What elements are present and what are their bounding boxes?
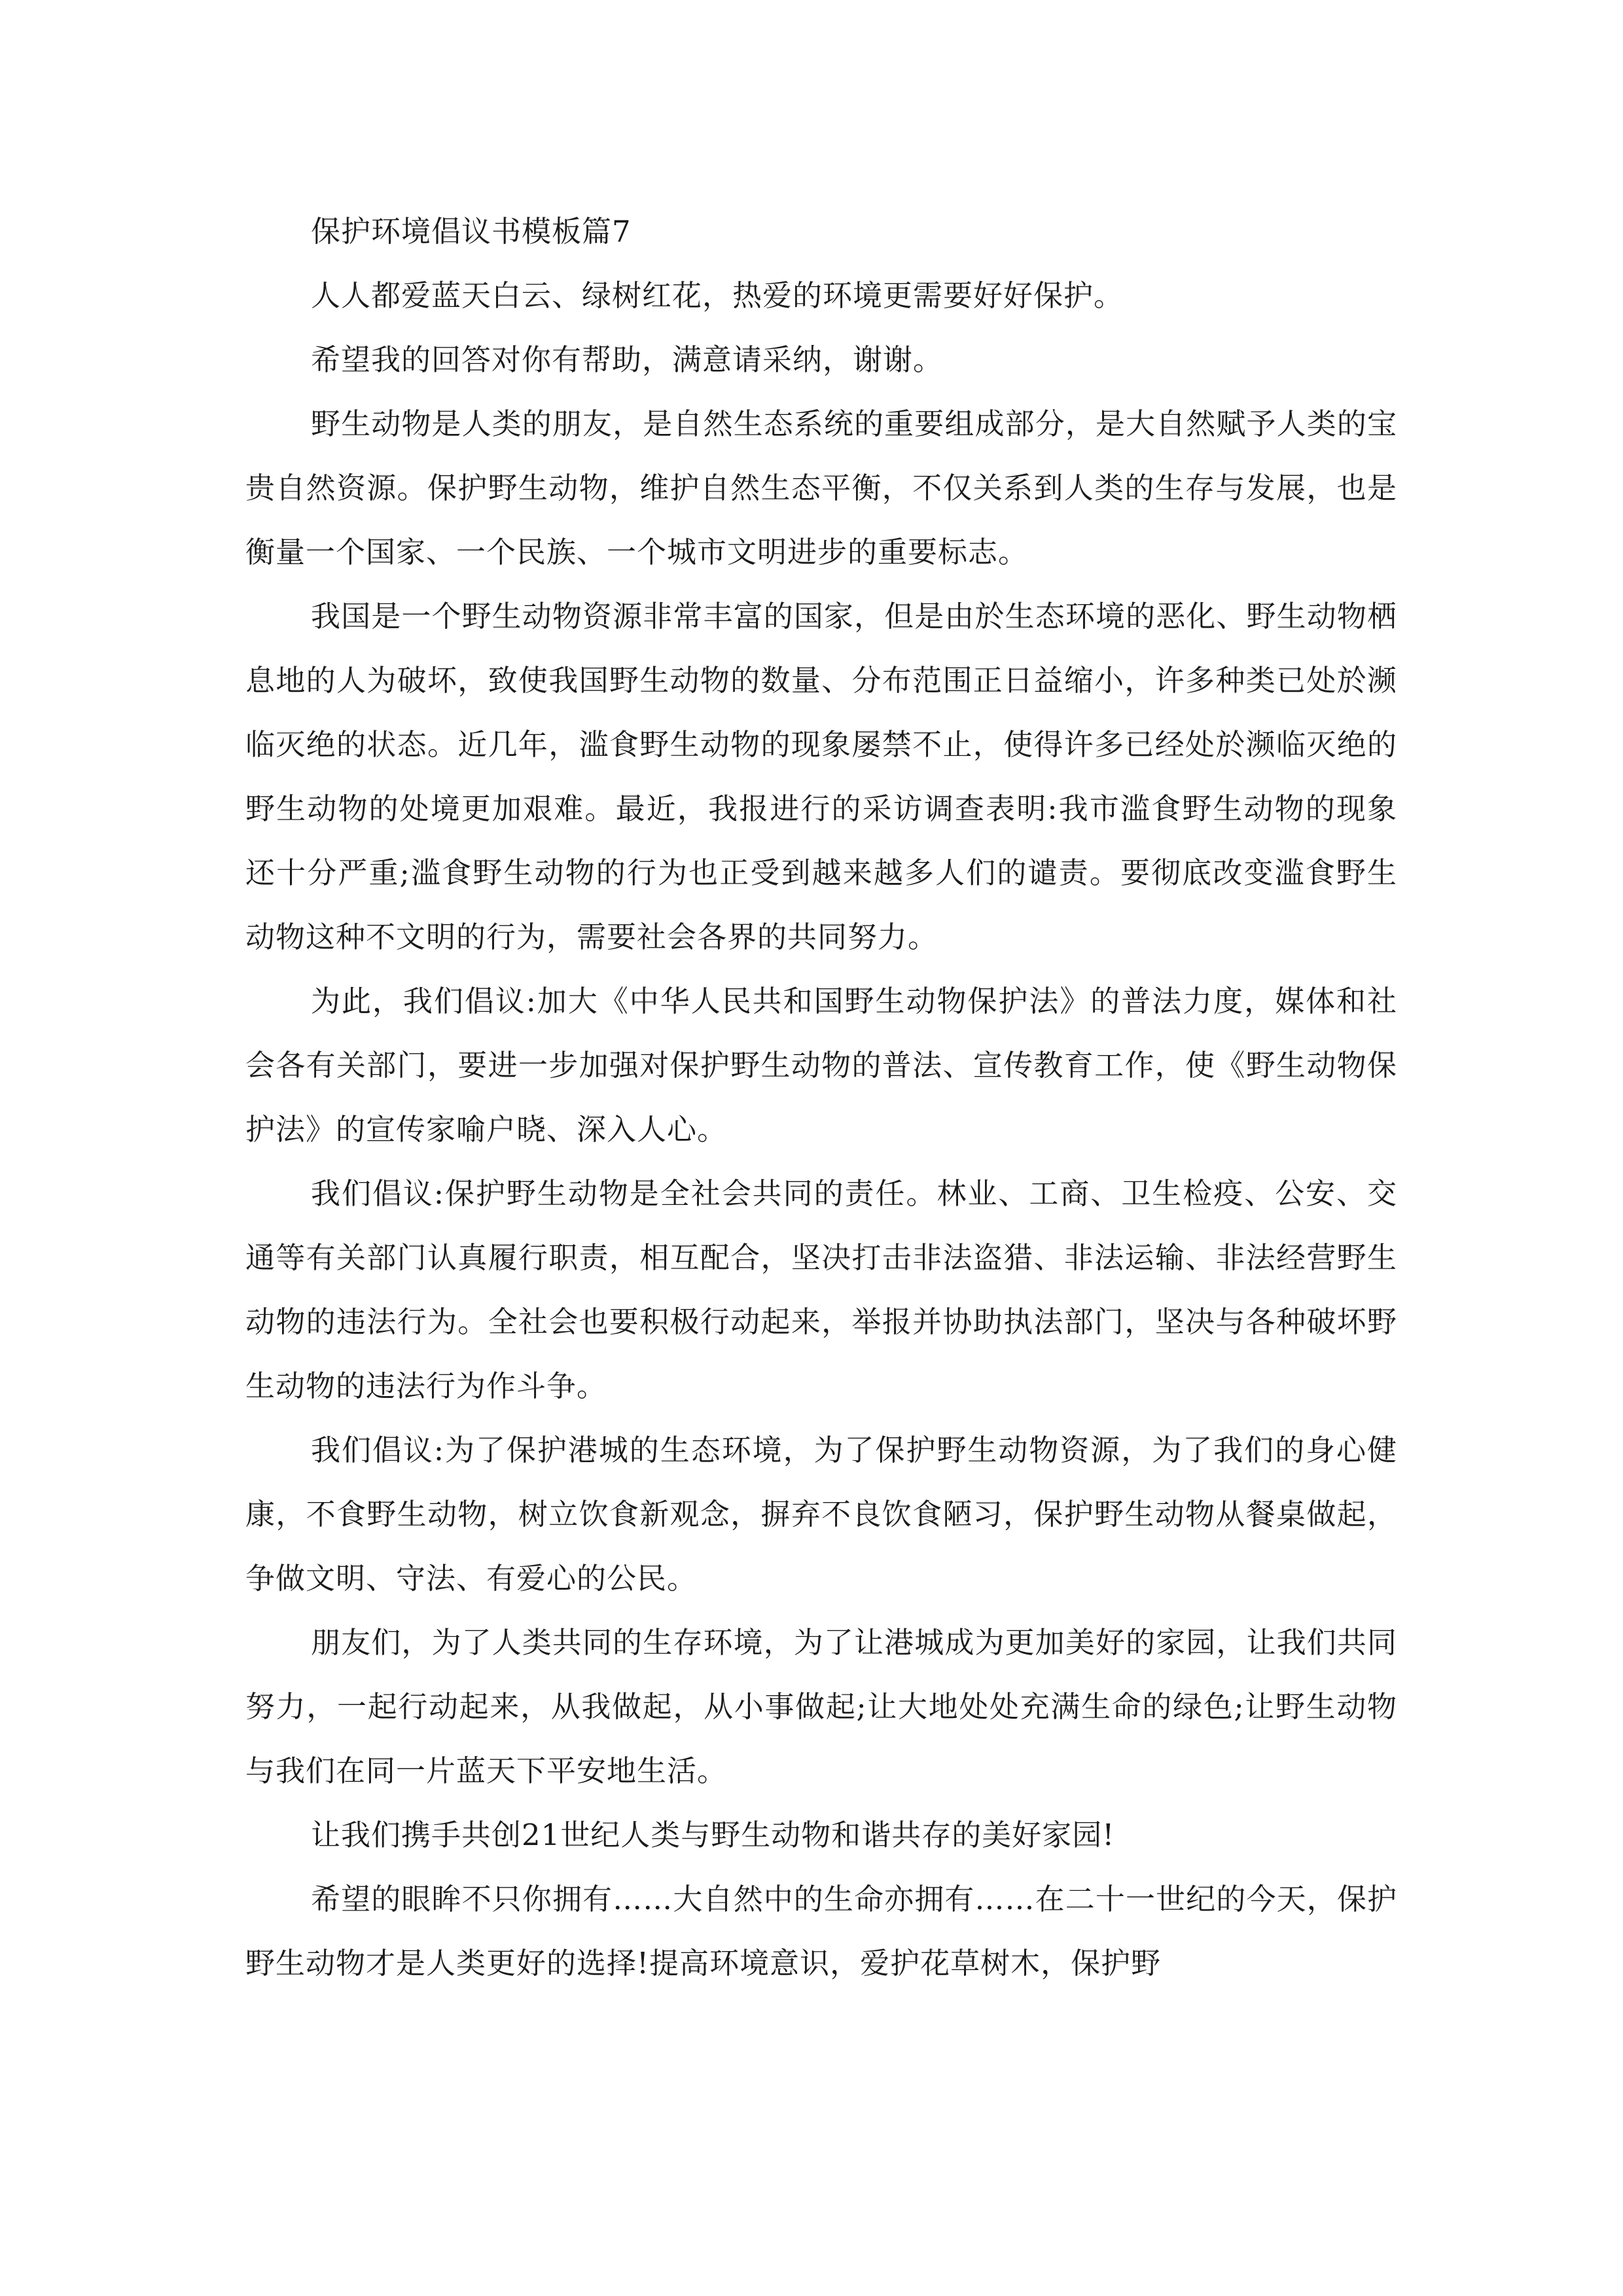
- paragraph-slogan: 让我们携手共创21世纪人类与野生动物和谐共存的美好家园!: [311, 1818, 1115, 1852]
- paragraph-wildlife-friends: 野生动物是人类的朋友，是自然生态系统的重要组成部分，是大自然赋予人类的宝贵自然资源。保护野生动物，维护自然生态平衡，不仅关系到人类的生存与发展，也是衡量一个国家、一个民族、一个城市文明进步的重要标志。: [245, 406, 1397, 569]
- paragraph-call-to-action: 朋友们，为了人类共同的生存环境，为了让港城成为更加美好的家园，让我们共同努力，一起行动起来，从我做起，从小事做起;让大地处处充满生命的绿色;让野生动物与我们在同一片蓝天下平安地生活。: [245, 1625, 1397, 1788]
- document-body: [245, 200, 1397, 1996]
- paragraph-wildlife-situation: 我国是一个野生动物资源非常丰富的国家，但是由於生态环境的恶化、野生动物栖息地的人为破坏，致使我国野生动物的数量、分布范围正日益缩小，许多种类已处於濒临灭绝的状态。近几年，滥食野生动物的现象屡禁不止，使得许多已经处於濒临灭绝的野生动物的处境更加艰难。最近，我报进行的采访调查表明:我市滥食野生动物的现象还十分严重;滥食野生动物的行为也正受到越来越多人们的谴责。要彻底改变滥食野生动物这种不文明的行为，需要社会各界的共同努力。: [245, 599, 1397, 954]
- paragraph-proposal-responsibility: 我们倡议:保护野生动物是全社会共同的责任。林业、工商、卫生检疫、公安、交通等有关部门认真履行职责，相互配合，坚决打击非法盗猎、非法运输、非法经营野生动物的违法行为。全社会也要积极行动起来，举报并协助执法部门，坚决与各种破坏野生动物的违法行为作斗争。: [245, 1176, 1397, 1403]
- paragraph-closing: 希望的眼眸不只你拥有……大自然中的生命亦拥有……在二十一世纪的今天，保护野生动物才是人类更好的选择!提高环境意识，爱护花草树木，保护野: [245, 1882, 1397, 1981]
- document-title: 保护环境倡议书模板篇7: [311, 214, 632, 249]
- paragraph-proposal-diet: 我们倡议:为了保护港城的生态环境，为了保护野生动物资源，为了我们的身心健康，不食野生动物，树立饮食新观念，摒弃不良饮食陋习，保护野生动物从餐桌做起，争做文明、守法、有爱心的公民。: [245, 1433, 1397, 1596]
- paragraph-intro: 人人都爱蓝天白云、绿树红花，热爱的环境更需要好好保护。: [311, 278, 1124, 313]
- paragraph-proposal-law: 为此，我们倡议:加大《中华人民共和国野生动物保护法》的普法力度，媒体和社会各有关部门，要进一步加强对保护野生动物的普法、宣传教育工作，使《野生动物保护法》的宣传家喻户晓、深入人心。: [245, 984, 1397, 1147]
- paragraph-thanks: 希望我的回答对你有帮助，满意请采纳，谢谢。: [311, 342, 944, 377]
